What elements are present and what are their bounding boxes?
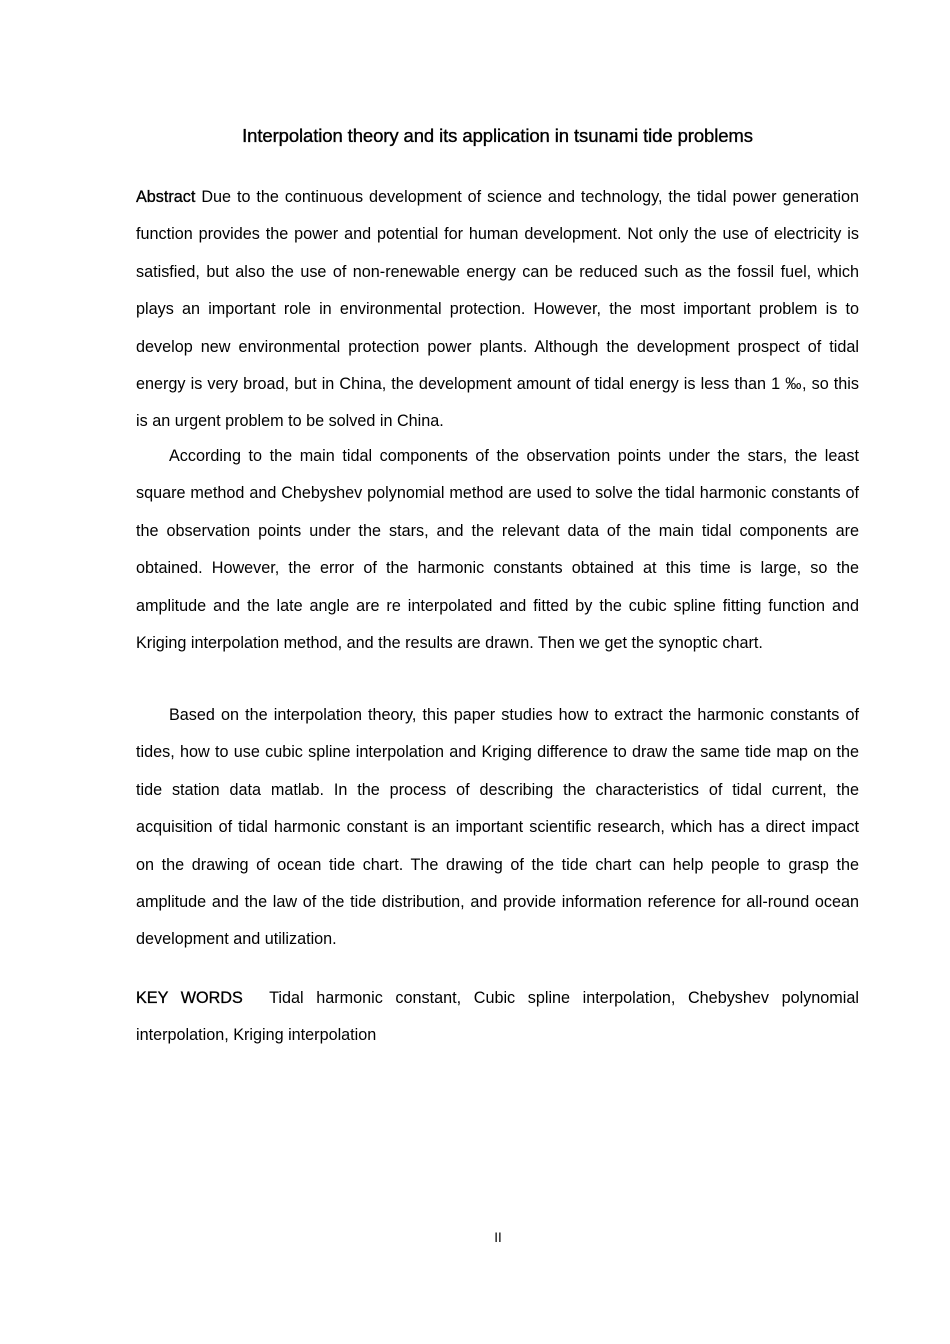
abstract-label: Abstract [136, 188, 196, 206]
abstract-paragraph-2 [136, 438, 859, 662]
keywords-text: Tidal harmonic constant, Cubic spline interpolation, Chebyshev polynomial interpolation, Kriging interpolation [136, 989, 859, 1045]
paper-title-text: Interpolation theory and its application in tsunami tide problems [242, 125, 753, 146]
abstract-paragraph-1 [136, 179, 859, 441]
paper-title [136, 125, 859, 147]
keywords-label: KEY WORDS [136, 989, 243, 1007]
page-number: II [494, 1230, 502, 1245]
abstract-paragraph-3 [136, 697, 859, 959]
keywords-paragraph [136, 980, 859, 1055]
abstract-paragraph-2-text: According to the main tidal components of the observation points under the stars, the least square method and Chebyshev polynomial method are used to solve the tidal harmonic constants of the observation points under the stars, and the relevant data of the main tidal components are obtained. However, the error of the harmonic constants obtained at this time is large, so the amplitude and the late angle are re interpolated and fitted by the cubic spline fitting function and Kriging interpolation method, and the results are drawn. Then we get the synoptic chart. [136, 447, 859, 653]
abstract-paragraph-3-text: Based on the interpolation theory, this paper studies how to extract the harmonic constants of tides, how to use cubic spline interpolation and Kriging difference to draw the same tide map on the tide station data matlab. In the process of describing the characteristics of tidal current, the acquisition of tidal harmonic constant is an important scientific research, which has a direct impact on the drawing of ocean tide chart. The drawing of the tide chart can help people to grasp the amplitude and the law of the tide distribution, and provide information reference for all-round ocean development and utilization. [136, 706, 859, 949]
abstract-paragraph-1-text: Due to the continuous development of science and technology, the tidal power generation function provides the power and potential for human development. Not only the use of electricity is satisfied, but also the use of non-renewable energy can be reduced such as the fossil fuel, which plays an important role in environmental protection. However, the most important problem is to develop new environmental protection power plants. Although the development prospect of tidal energy is very broad, but in China, the development amount of tidal energy is less than 1 ‰, so this is an urgent problem to be solved in China. [136, 188, 859, 431]
